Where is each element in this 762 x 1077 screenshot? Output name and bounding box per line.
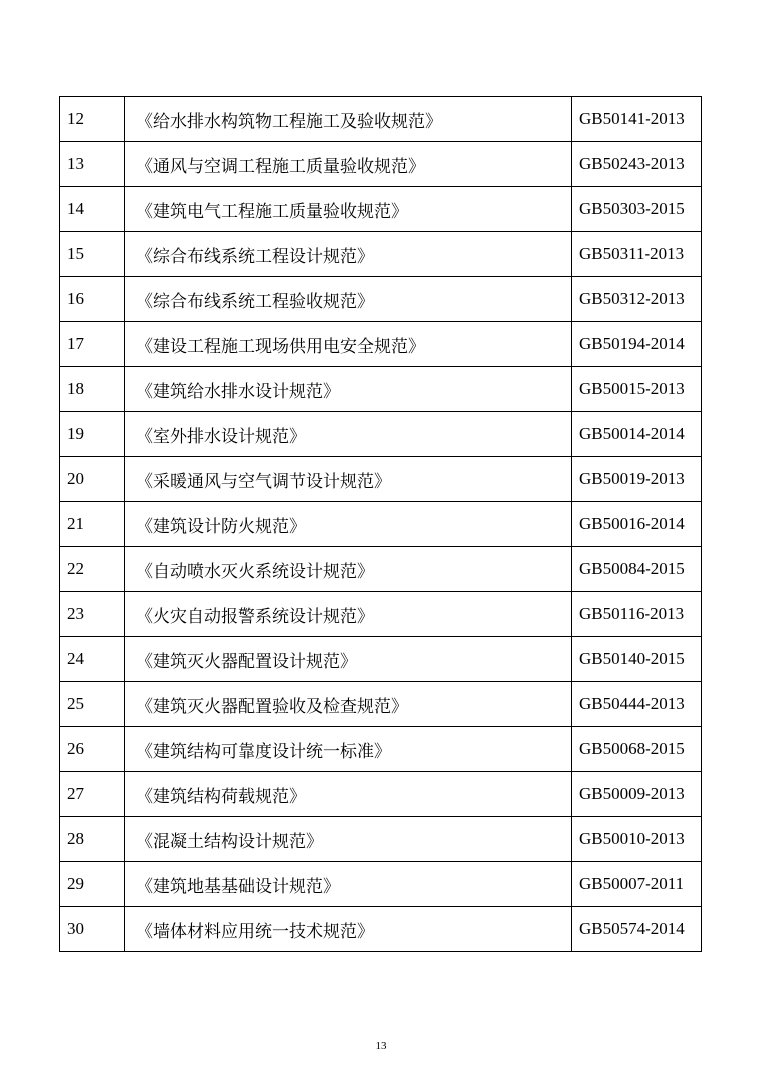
row-number: 22 <box>60 547 125 592</box>
table-row <box>60 367 702 412</box>
row-number: 16 <box>60 277 125 322</box>
standard-code: GB50194-2014 <box>572 322 702 367</box>
standard-code: GB50141-2013 <box>572 97 702 142</box>
row-number: 20 <box>60 457 125 502</box>
standard-code: GB50303-2015 <box>572 187 702 232</box>
table-row <box>60 412 702 457</box>
standard-code: GB50574-2014 <box>572 907 702 952</box>
row-number: 27 <box>60 772 125 817</box>
standard-code: GB50444-2013 <box>572 682 702 727</box>
standard-name: 《混凝土结构设计规范》 <box>125 817 572 862</box>
table-row <box>60 682 702 727</box>
standard-name: 《墙体材料应用统一技术规范》 <box>125 907 572 952</box>
row-number: 24 <box>60 637 125 682</box>
table-row <box>60 547 702 592</box>
standard-code: GB50015-2013 <box>572 367 702 412</box>
standard-name: 《建筑结构可靠度设计统一标准》 <box>125 727 572 772</box>
table-row <box>60 502 702 547</box>
table-row <box>60 637 702 682</box>
standard-name: 《采暖通风与空气调节设计规范》 <box>125 457 572 502</box>
standard-code: GB50007-2011 <box>572 862 702 907</box>
standard-name: 《通风与空调工程施工质量验收规范》 <box>125 142 572 187</box>
page-number: 13 <box>375 1040 387 1052</box>
standard-code: GB50019-2013 <box>572 457 702 502</box>
standard-code: GB50084-2015 <box>572 547 702 592</box>
table-row <box>60 907 702 952</box>
standard-code: GB50009-2013 <box>572 772 702 817</box>
standard-code: GB50140-2015 <box>572 637 702 682</box>
row-number: 25 <box>60 682 125 727</box>
table-row <box>60 97 702 142</box>
row-number: 23 <box>60 592 125 637</box>
table-row <box>60 457 702 502</box>
standard-name: 《建筑结构荷载规范》 <box>125 772 572 817</box>
table-row <box>60 322 702 367</box>
standard-code: GB50116-2013 <box>572 592 702 637</box>
standard-name: 《综合布线系统工程验收规范》 <box>125 277 572 322</box>
row-number: 18 <box>60 367 125 412</box>
standard-name: 《室外排水设计规范》 <box>125 412 572 457</box>
standard-code: GB50311-2013 <box>572 232 702 277</box>
table-row <box>60 817 702 862</box>
table-row <box>60 727 702 772</box>
standard-name: 《综合布线系统工程设计规范》 <box>125 232 572 277</box>
standard-code: GB50016-2014 <box>572 502 702 547</box>
standard-name: 《建设工程施工现场供用电安全规范》 <box>125 322 572 367</box>
row-number: 14 <box>60 187 125 232</box>
standard-name: 《建筑灭火器配置设计规范》 <box>125 637 572 682</box>
standard-name: 《建筑给水排水设计规范》 <box>125 367 572 412</box>
row-number: 12 <box>60 97 125 142</box>
row-number: 26 <box>60 727 125 772</box>
table-row <box>60 862 702 907</box>
standard-name: 《建筑电气工程施工质量验收规范》 <box>125 187 572 232</box>
row-number: 21 <box>60 502 125 547</box>
standard-code: GB50068-2015 <box>572 727 702 772</box>
standard-code: GB50014-2014 <box>572 412 702 457</box>
table-row <box>60 592 702 637</box>
standard-name: 《建筑设计防火规范》 <box>125 502 572 547</box>
standard-code: GB50010-2013 <box>572 817 702 862</box>
table-row <box>60 142 702 187</box>
row-number: 30 <box>60 907 125 952</box>
table-row <box>60 277 702 322</box>
row-number: 15 <box>60 232 125 277</box>
table-row <box>60 232 702 277</box>
row-number: 29 <box>60 862 125 907</box>
standards-table-body <box>60 97 702 952</box>
standard-name: 《自动喷水灭火系统设计规范》 <box>125 547 572 592</box>
standard-name: 《建筑地基基础设计规范》 <box>125 862 572 907</box>
table-row <box>60 187 702 232</box>
table-row <box>60 772 702 817</box>
standard-name: 《建筑灭火器配置验收及检查规范》 <box>125 682 572 727</box>
row-number: 17 <box>60 322 125 367</box>
standard-name: 《火灾自动报警系统设计规范》 <box>125 592 572 637</box>
standard-code: GB50312-2013 <box>572 277 702 322</box>
row-number: 19 <box>60 412 125 457</box>
standard-code: GB50243-2013 <box>572 142 702 187</box>
standard-name: 《给水排水构筑物工程施工及验收规范》 <box>125 97 572 142</box>
row-number: 28 <box>60 817 125 862</box>
row-number: 13 <box>60 142 125 187</box>
standards-table <box>59 96 702 952</box>
